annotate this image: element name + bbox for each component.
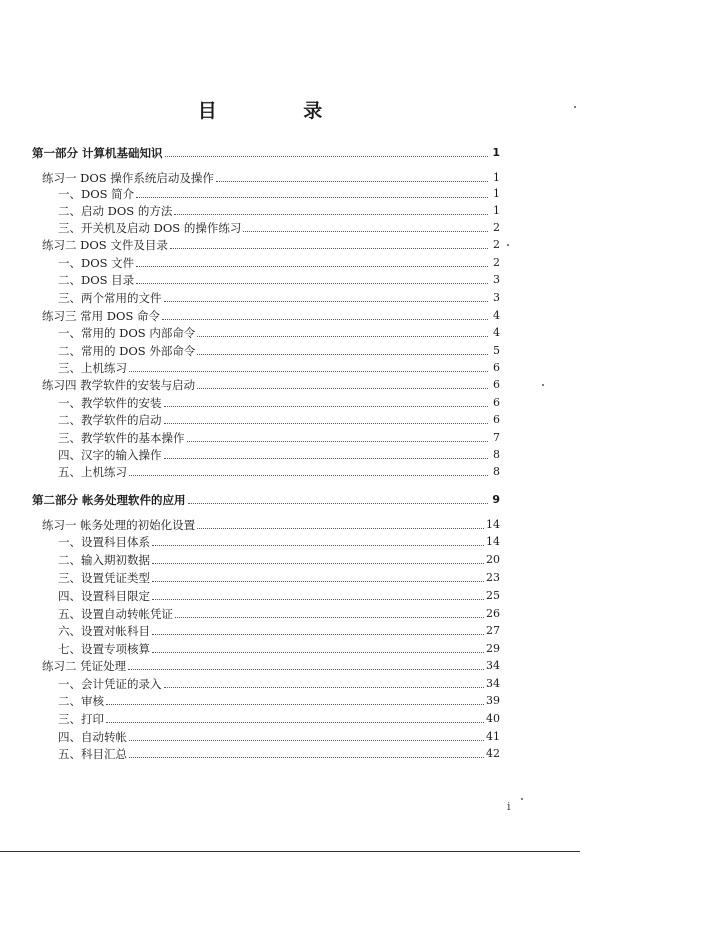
toc-entry-label: 二、启动 DOS 的方法 (58, 204, 173, 218)
toc-entry-label: 四、自动转帐 (58, 730, 127, 744)
toc-entry-page: 3 (493, 291, 500, 304)
toc-entry-page: 27 (486, 624, 500, 637)
dot-leader (152, 598, 484, 600)
toc-entry-page: 40 (486, 712, 500, 725)
toc-entry-page: 6 (493, 378, 500, 391)
toc-item-entry (58, 428, 500, 445)
toc-item-entry (58, 288, 500, 305)
page-title: 目 录 (197, 100, 363, 122)
toc-entry-page: 5 (493, 344, 500, 357)
toc-entry-page: 8 (493, 465, 500, 478)
toc-entry-page: 39 (486, 694, 500, 707)
dot-leader (152, 562, 484, 564)
dot-leader (136, 196, 488, 198)
dot-leader (164, 686, 485, 688)
toc-entry-label: 练习二 DOS 文件及目录 (42, 238, 168, 252)
dot-leader (197, 335, 488, 337)
toc-item-entry (58, 709, 500, 726)
dot-leader (129, 756, 484, 758)
scan-speck (507, 244, 509, 246)
toc-entry-page: 1 (493, 171, 500, 184)
toc-item-entry (58, 393, 500, 410)
dot-leader (197, 387, 488, 389)
toc-entry-label: 三、两个常用的文件 (58, 291, 162, 305)
toc-exercise-entry (42, 235, 500, 252)
toc-entry-page: 20 (486, 553, 500, 566)
toc-entry-label: 第二部分 帐务处理软件的应用 (32, 493, 186, 507)
toc-item-entry (58, 323, 500, 340)
toc-entry-page: 2 (493, 221, 500, 234)
toc-entry-page: 14 (486, 518, 500, 531)
dot-leader (165, 155, 488, 157)
dot-leader (152, 580, 484, 582)
toc-entry-page: 8 (493, 448, 500, 461)
toc-entry-label: 三、教学软件的基本操作 (58, 431, 185, 445)
toc-exercise-entry (42, 515, 500, 532)
toc-entry-label: 一、DOS 文件 (58, 256, 135, 270)
toc-item-entry (58, 550, 500, 567)
toc-entry-page: 1 (492, 146, 500, 159)
toc-entry-label: 练习二 凭证处理 (42, 659, 127, 673)
toc-entry-page: 6 (493, 396, 500, 409)
toc-exercise-entry (42, 375, 500, 392)
toc-entry-label: 一、设置科目体系 (58, 535, 150, 549)
toc-entry-label: 练习一 帐务处理的初始化设置 (42, 518, 196, 532)
dot-leader (243, 230, 488, 232)
toc-item-entry (58, 218, 500, 235)
dot-leader (187, 440, 489, 442)
toc-item-entry (58, 410, 500, 427)
toc-entry-label: 练习四 教学软件的安装与启动 (42, 378, 196, 392)
dot-leader (197, 353, 488, 355)
scan-speck (542, 384, 544, 386)
toc-item-entry (58, 621, 500, 638)
toc-entry-page: 34 (486, 677, 500, 690)
toc-entry-label: 三、开关机及启动 DOS 的操作练习 (58, 221, 242, 235)
toc-item-entry (58, 532, 500, 549)
toc-entry-label: 第一部分 计算机基础知识 (32, 146, 163, 160)
toc-entry-label: 一、DOS 简介 (58, 187, 135, 201)
dot-leader (170, 247, 488, 249)
dot-leader (136, 282, 488, 284)
dot-leader (129, 474, 488, 476)
dot-leader (216, 180, 488, 182)
dot-leader (152, 544, 484, 546)
toc-part-entry (32, 143, 500, 160)
toc-entry-page: 34 (486, 659, 500, 672)
toc-entry-page: 25 (486, 589, 500, 602)
toc-item-entry (58, 586, 500, 603)
dot-leader (129, 739, 484, 741)
toc-entry-page: 1 (493, 187, 500, 200)
scan-speck (521, 798, 523, 800)
dot-leader (152, 633, 484, 635)
toc-item-entry (58, 270, 500, 287)
toc-entry-label: 二、输入期初数据 (58, 553, 150, 567)
toc-entry-label: 一、教学软件的安装 (58, 396, 162, 410)
toc-entry-label: 二、审核 (58, 694, 104, 708)
toc-item-entry (58, 727, 500, 744)
toc-entry-label: 四、设置科目限定 (58, 589, 150, 603)
toc-item-entry (58, 744, 500, 761)
dot-leader (106, 703, 484, 705)
toc-entry-label: 二、DOS 目录 (58, 273, 135, 287)
dot-leader (128, 668, 484, 670)
toc-entry-label: 一、会计凭证的录入 (58, 677, 162, 691)
toc-item-entry (58, 201, 500, 218)
dot-leader (175, 616, 484, 618)
toc-entry-page: 14 (486, 535, 500, 548)
dot-leader (197, 527, 484, 529)
toc-entry-label: 五、上机练习 (58, 465, 127, 479)
toc-entry-label: 五、设置自动转帐凭证 (58, 607, 173, 621)
toc-item-entry (58, 674, 500, 691)
toc-entry-label: 三、上机练习 (58, 361, 127, 375)
toc-exercise-entry (42, 656, 500, 673)
toc-entry-label: 四、汉字的输入操作 (58, 448, 162, 462)
toc-entry-page: 3 (493, 273, 500, 286)
toc-entry-label: 五、科目汇总 (58, 747, 127, 761)
toc-entry-label: 七、设置专项核算 (58, 642, 150, 656)
toc-item-entry (58, 253, 500, 270)
dot-leader (162, 318, 488, 320)
toc-exercise-entry (42, 168, 500, 185)
toc-item-entry (58, 184, 500, 201)
toc-item-entry (58, 568, 500, 585)
toc-entry-page: 4 (493, 326, 500, 339)
dot-leader (188, 502, 488, 504)
toc-entry-page: 23 (486, 571, 500, 584)
toc-entry-page: 9 (492, 493, 500, 506)
dot-leader (164, 457, 489, 459)
toc-item-entry (58, 462, 500, 479)
toc-item-entry (58, 691, 500, 708)
toc-entry-page: 26 (486, 607, 500, 620)
toc-entry-label: 练习三 常用 DOS 命令 (42, 309, 160, 323)
dot-leader (136, 265, 488, 267)
toc-entry-page: 2 (493, 256, 500, 269)
toc-entry-label: 二、常用的 DOS 外部命令 (58, 344, 196, 358)
toc-entry-label: 二、教学软件的启动 (58, 413, 162, 427)
toc-entry-page: 29 (486, 642, 500, 655)
toc-entry-label: 三、打印 (58, 712, 104, 726)
bottom-rule (0, 851, 580, 852)
toc-item-entry (58, 639, 500, 656)
toc-entry-page: 4 (493, 309, 500, 322)
toc-item-entry (58, 358, 500, 375)
dot-leader (164, 405, 489, 407)
toc-entry-label: 六、设置对帐科目 (58, 624, 150, 638)
dot-leader (174, 213, 488, 215)
toc-entry-page: 6 (493, 413, 500, 426)
toc-entry-label: 三、设置凭证类型 (58, 571, 150, 585)
toc-exercise-entry (42, 306, 500, 323)
toc-item-entry (58, 604, 500, 621)
toc-item-entry (58, 445, 500, 462)
dot-leader (164, 300, 489, 302)
toc-entry-page: 42 (486, 747, 500, 760)
page-number: i (507, 800, 511, 813)
toc-entry-page: 41 (486, 730, 500, 743)
toc-entry-label: 一、常用的 DOS 内部命令 (58, 326, 196, 340)
toc-entry-label: 练习一 DOS 操作系统启动及操作 (42, 171, 214, 185)
toc-item-entry (58, 341, 500, 358)
dot-leader (129, 370, 488, 372)
toc-entry-page: 7 (493, 431, 500, 444)
scan-speck (574, 106, 576, 108)
toc-entry-page: 1 (493, 204, 500, 217)
dot-leader (106, 721, 484, 723)
toc-entry-page: 2 (493, 238, 500, 251)
dot-leader (152, 651, 484, 653)
dot-leader (164, 422, 489, 424)
toc-entry-page: 6 (493, 361, 500, 374)
toc-part-entry (32, 490, 500, 507)
